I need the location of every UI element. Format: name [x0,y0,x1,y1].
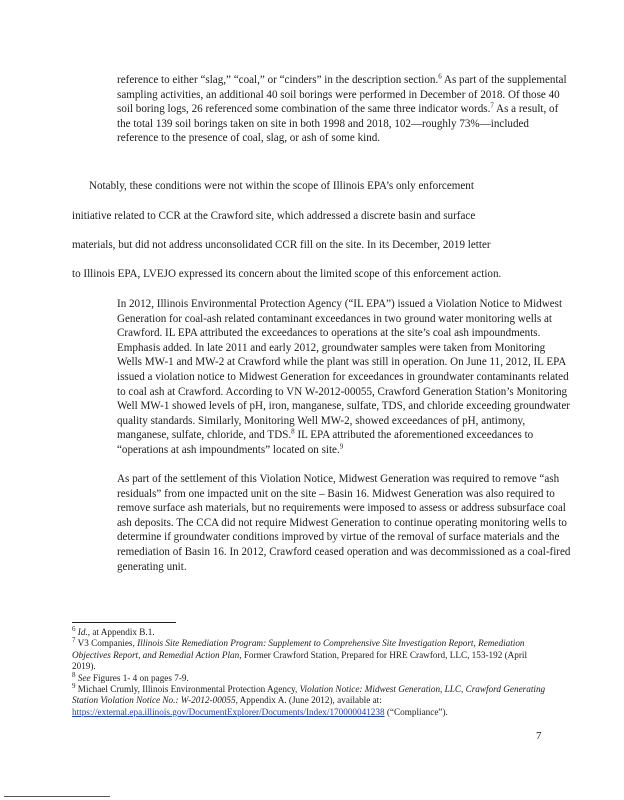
footnote-ref-8[interactable]: 8 [291,427,295,436]
body-paragraph-line: initiative related to CCR at the Crawford site, which addressed a discrete basin and surface [72,210,476,222]
quote-text: As a result, of the total 139 soil borings taken on site in both 1998 and 2018, 102—roughly 73%—included reference to the presence of coal, slag, or ash of some kind. [117,103,559,145]
quote-text: IL EPA attributed the aforementioned exceedances to “operations at ash impoundments” located on site. [117,429,534,456]
block-quote-soil-borings [117,73,572,146]
body-paragraph-line: to Illinois EPA, LVEJO expressed its concern about the limited scope of this enforcement action. [72,268,502,280]
body-paragraph-line: materials, but did not address unconsolidated CCR fill on the site. In its December, 2019 letter [72,239,491,251]
footnote-ref-7[interactable]: 7 [490,101,494,110]
body-paragraph-line: Notably, these conditions were not within the scope of Illinois EPA’s only enforcement [89,180,474,192]
footnote-separator [72,622,176,623]
quote-text: As part of the supplemental sampling activities, an additional 40 soil borings were performed in December of 2018. Of those 40 soil boring logs, 26 referenced some combination of the same three indicator words. [117,74,567,116]
bottom-edge-line [4,796,110,797]
block-quote-settlement: As part of the settlement of this Violation Notice, Midwest Generation was required to remove “ash residuals” from one impacted unit on the site – Basin 16. Midwest Generation was also required to remove surface ash materials, but no requirements were imposed to assess or address subsurface coal ash deposits. The CCA did not require Midwest Generation to continue operating monitoring wells to determine if groundwater conditions improved by virtue of the removal of surface materials and the remediation of Basin 16. In 2012, Crawford ceased operation and was decommissioned as a coal-fired generating unit. [117,473,571,573]
footnotes [72,624,546,718]
block-quote-violation-notice [117,297,572,458]
footnote-ref-6[interactable]: 6 [438,72,442,81]
quote-text: reference to either “slag,” “coal,” or “cinders” in the description section. [117,74,439,86]
footnote-ref-9[interactable]: 9 [339,442,344,451]
page-number: 7 [536,730,542,742]
footnote-7: $^7$ V3 Companies, Illinois Site Remediation Program: Supplement to Comprehensive Site Investigation Report, Remediation Objectives Report, and Remedial Action Plan, Former Crawford Station, Prepared for HRE Crawford, LLC, 153-192 (April 2019). [72,636,528,672]
compliance-url-link[interactable]: https://external.epa.illinois.gov/DocumentExplorer/Documents/Index/170000041238 [72,706,385,717]
footnote-9: $^9$ Michael Crumly, Illinois Environmental Protection Agency, Violation Notice: Midwest Generation, LLC, Crawford Generating Station Violation Notice No.: W-2012-00055, Appendix A. (June 2012), available at: https://external.epa.illinois.gov/DocumentExplorer/Documents/Index/170000041238 (“Compliance”). [72,681,546,717]
quote-text: In 2012, Illinois Environmental Protection Agency (“IL EPA”) issued a Violation Notice to Midwest Generation for coal-ash related contaminant exceedances in two ground water monitoring wells at Crawford. IL EPA attributed the exceedances to operations at the site’s coal ash impoundments. Emphasis added. In late 2011 and early 2012, groundwater samples were taken from Monitoring Wells MW-1 and MW-2 at Crawford while the plant was still in operation. On June 11, 2012, IL EPA issued a violation notice to Midwest Generation for exceedances in groundwater contaminants related to coal ash at Crawford. According to VN W-2012-00055, Crawford Generation Station’s Monitoring Well MW-1 showed levels of pH, iron, manganese, sulfate, TDS, and chloride exceeding groundwater quality standards. Similarly, Monitoring Well MW-2, showed exceedances of pH, antimony, manganese, sulfate, chloride, and TDS. [117,298,571,442]
footnote-6: $^6$ Id., at Appendix B.1. [72,624,155,637]
footnote-8: $^8$ See Figures 1- 4 on pages 7-9. [72,670,189,683]
